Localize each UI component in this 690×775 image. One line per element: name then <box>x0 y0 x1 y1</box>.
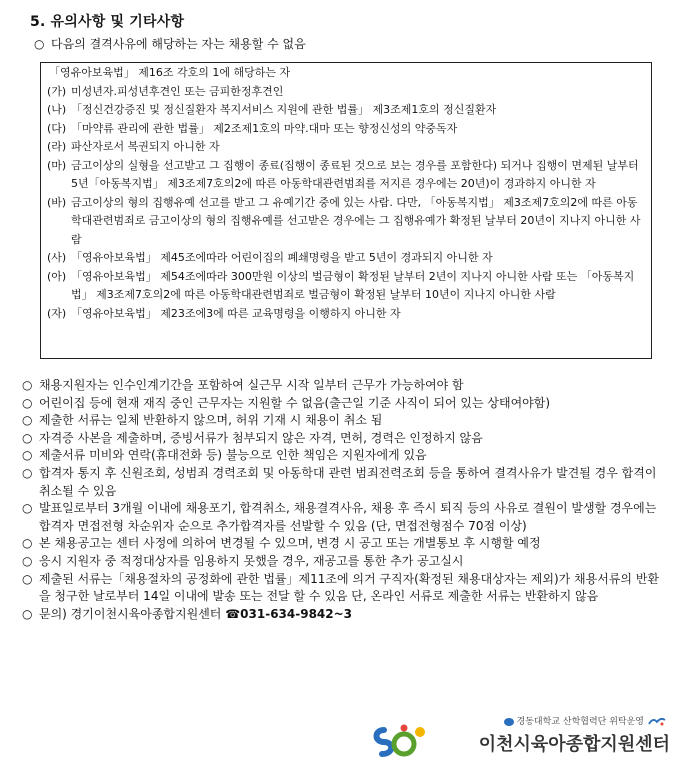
intro-text: 다음의 결격사유에 해당하는 자는 채용할 수 없음 <box>51 37 306 51</box>
item-text: 금고이상의 형의 집행유예 선고를 받고 그 유예기간 중에 있는 사람. 다만, 「아동복지법」 제3조제7호의2에 따른 아동학대관련범죄로 금고이상의 형의 집행유예를 선고받은 경우에는 그 집행유예가 확정된 날부터 20년이 지나지 아니한 사람 <box>71 195 641 246</box>
note-text: 합격자 통지 후 신원조회, 성범죄 경력조회 및 아동학대 관련 범죄전력조회 등을 통하여 결격사유가 발견될 경우 합격이 취소될 수 있음 <box>39 465 657 498</box>
note-text: 제출된 서류는「채용절차의 공정화에 관한 법률」제11조에 의거 구직자(확정된 채용대상자는 제외)가 채용서류의 반환을 청구한 날로부터 14일 이내에 발송 또는 전달 할 수 있음 단, 온라인 서류로 제출한 서류는 반환하지 않음 <box>39 571 660 604</box>
list-item <box>22 535 662 553</box>
circle-bullet-icon: ○ <box>22 378 33 392</box>
box-item <box>47 194 645 250</box>
circle-bullet-icon: ○ <box>22 501 33 516</box>
section-title: 5. 유의사항 및 기타사항 <box>30 14 185 30</box>
circle-bullet-icon: ○ <box>22 395 33 410</box>
circle-bullet-icon: ○ <box>22 430 33 445</box>
footer-operator <box>504 714 644 727</box>
bird-icon <box>648 716 666 726</box>
university-logo-icon <box>504 718 514 726</box>
item-text: 「마약류 관리에 관한 법률」 제2조제1호의 마약.대마 또는 향정신성의 약중독자 <box>71 121 458 135</box>
item-text: 「영유아보육법」 제23조에3에 따른 교육명령을 이행하지 아니한 자 <box>71 306 401 320</box>
box-item <box>47 249 645 268</box>
note-text: 응시 지원자 중 적정대상자를 임용하지 못했을 경우, 재공고를 통한 추가 공고실시 <box>39 553 464 568</box>
contact-label: 문의) 경기이천시육아종합지원센터 <box>39 606 222 621</box>
box-item <box>47 305 645 324</box>
circle-bullet-icon: ○ <box>22 571 33 586</box>
note-text: 자격증 사본을 제출하며, 증빙서류가 첨부되지 않은 자격, 면허, 경력은 인정하지 않음 <box>39 430 483 445</box>
item-mark: (가) <box>47 84 67 98</box>
box-item <box>47 101 645 120</box>
item-text: 「정신건강증진 및 정신질환자 복지서비스 지원에 관한 법률」 제3조제1호의 정신질환자 <box>71 103 497 116</box>
item-mark: (사) <box>47 251 67 264</box>
contact-line <box>22 606 662 624</box>
item-mark: (라) <box>47 140 67 153</box>
list-item <box>22 447 662 465</box>
circle-bullet-icon: ○ <box>22 413 33 428</box>
list-item <box>22 395 662 413</box>
circle-bullet-icon: ○ <box>22 606 33 621</box>
list-item <box>22 430 662 448</box>
list-item <box>22 500 662 535</box>
item-mark: (바) <box>47 195 67 209</box>
item-mark: (자) <box>47 306 67 320</box>
list-item <box>22 571 662 606</box>
contact-phone: 031-634-9842~3 <box>240 606 353 621</box>
note-text: 채용지원자는 인수인계기간을 포함하여 실근무 시작 일부터 근무가 가능하여야 함 <box>39 378 464 392</box>
list-item <box>22 377 662 395</box>
center-name: 이천시육아종합지원센터 <box>478 734 670 755</box>
list-item <box>22 465 662 500</box>
disqualification-intro <box>34 36 306 53</box>
circle-bullet-icon: ○ <box>22 536 33 551</box>
contact-text <box>39 606 662 624</box>
item-mark: (아) <box>47 269 67 283</box>
list-item <box>22 412 662 430</box>
box-header: 「영유아보육법」 제16조 각호의 1에 해당하는 자 <box>49 66 291 79</box>
circle-bullet-icon: ○ <box>22 448 33 463</box>
note-text: 제출한 서류는 일체 반환하지 않으며, 허위 기재 시 채용이 취소 됨 <box>39 413 383 428</box>
operator-text: 경동대학교 산학협력단 위탁운영 <box>516 717 644 727</box>
note-text: 제출서류 미비와 연락(휴대전화 등) 불능으로 인한 책임은 지원자에게 있음 <box>39 448 427 463</box>
item-text: 파산자로서 복권되지 아니한 자 <box>71 140 220 153</box>
circle-bullet-icon: ○ <box>22 553 33 568</box>
item-text: 「영유아보육법」 제54조에따라 300만원 이상의 벌금형이 확정된 날부터 2년이 지나지 아니한 사람 또는 「아동복지법」 제3조제7호의2에 따른 아동학대관련범죄로 벌금형이 확정된 날부터 10년이 지나지 아니한 사람 <box>71 269 635 301</box>
box-item <box>47 83 645 102</box>
box-item <box>47 268 645 305</box>
notes-list <box>22 377 662 623</box>
box-item <box>47 138 645 157</box>
center-logo-icon <box>370 722 428 762</box>
item-mark: (마) <box>47 158 67 172</box>
item-text: 미성년자.피성년후견인 또는 금피한정후견인 <box>71 84 284 98</box>
phone-icon: ☎ <box>225 606 241 621</box>
item-mark: (다) <box>47 121 67 135</box>
note-text: 본 채용공고는 센터 사정에 의하여 변경될 수 있으며, 변경 시 공고 또는 개별통보 후 시행할 예정 <box>39 536 541 551</box>
footer-logo-area <box>370 714 670 764</box>
circle-bullet-icon: ○ <box>22 465 33 480</box>
item-text: 금고이상의 실형을 선고받고 그 집행이 종료(집행이 종료된 것으로 보는 경우를 포함한다) 되거나 집행이 면제된 날부터 5년「아동복지법」 제3조제7호의2에 따른 아동학대관련범죄를 저지른 경우에는 20년)이 경과하지 아니한 자 <box>71 158 639 190</box>
note-text: 발표일로부터 3개월 이내에 채용포기, 합격취소, 채용결격사유, 채용 후 즉시 퇴직 등의 사유로 결원이 발생할 경우에는 합격자 면접전형 차순위자 순으로 추가합격자를 선발할 수 있음 (단, 면접전형점수 70점 이상) <box>39 501 657 533</box>
item-mark: (나) <box>47 103 67 116</box>
list-item <box>22 553 662 571</box>
disqualification-box <box>40 62 652 359</box>
box-item <box>47 157 645 194</box>
box-item <box>47 120 645 139</box>
circle-bullet-icon: ○ <box>34 37 45 51</box>
item-text: 「영유아보육법」 제45조에따라 어린이집의 폐쇄명령을 받고 5년이 경과되지 아니한 자 <box>71 251 493 264</box>
note-text: 어린이집 등에 현재 재직 중인 근무자는 지원할 수 없음(출근일 기준 사직이 되어 있는 상태여야함) <box>39 395 551 410</box>
